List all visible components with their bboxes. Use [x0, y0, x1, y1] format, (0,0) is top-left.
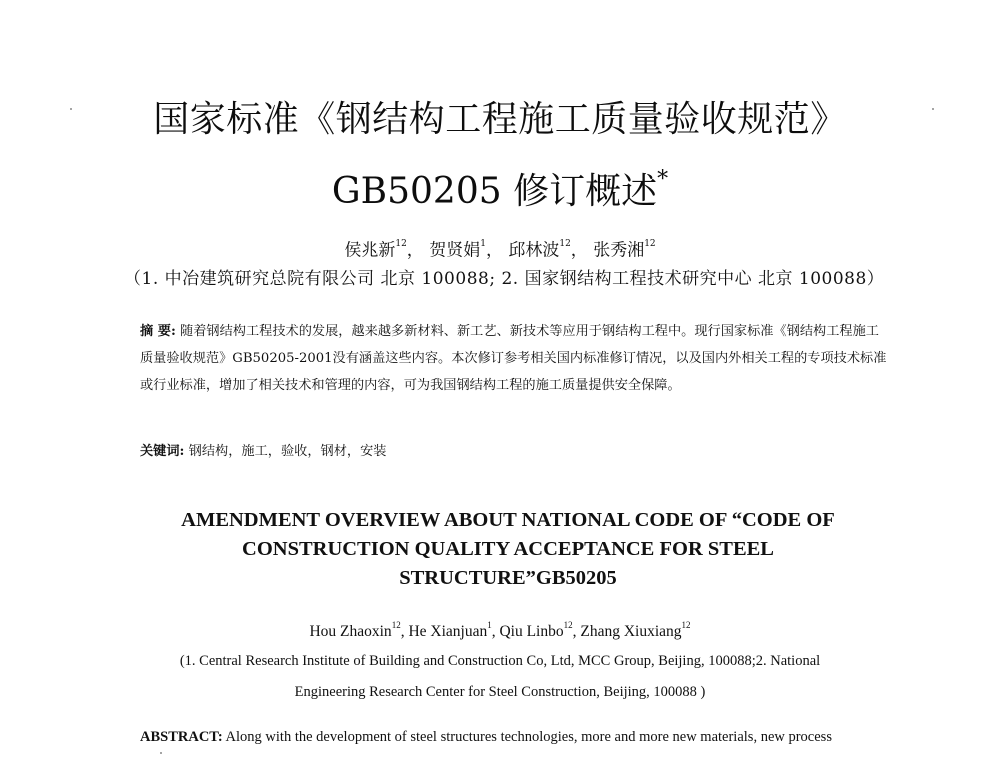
author-cn: 侯兆新 — [344, 240, 396, 261]
authors-en: Hou Zhaoxin$^{12}$, He Xianjuan$^1$, Qiu Linbo$^{12}$, Zhang Xiuxiang$^{12}$ — [309, 620, 691, 641]
author-en: He Xianjuan — [408, 623, 488, 641]
author-cn-affiliation: 12 — [644, 239, 656, 249]
author-cn-affiliation: 12 — [395, 239, 407, 249]
authors-cn: 侯兆新$^{12}$， 贺贤娟$^1$， 邱林波$^{12}$， 张秀湘$^{12}$ — [344, 239, 656, 261]
abstract-en-text: Along with the development of steel structures technologies, more and more new materials, new process — [225, 729, 832, 745]
author-en-affiliation: 1 — [487, 620, 492, 630]
abstract-cn — [140, 318, 892, 399]
author-cn: 邱林波 — [508, 240, 560, 261]
keywords-cn-label: 关键词: — [140, 444, 185, 459]
author-en-affiliation: 12 — [563, 620, 573, 630]
abstract-en-label: ABSTRACT: — [140, 729, 223, 745]
title-suffix: 修订概述 — [501, 171, 658, 212]
author-en: Qiu Linbo — [499, 623, 564, 641]
affiliation-en-line-1: (1. Central Research Institute of Building and Construction Co, Ltd, MCC Group, Beijing, 100088;2. National — [179, 653, 821, 669]
affiliation-en-line-2: Engineering Research Center for Steel Construction, Beijing, 100088 ) — [294, 684, 706, 700]
keywords-cn-text: 钢结构，施工，验收，钢材，安装 — [188, 444, 387, 459]
affiliation-cn: （1. 中冶建筑研究总院有限公司 北京 100088; 2. 国家钢结构工程技术研究中心 北京 100088） — [124, 269, 885, 289]
author-en-affiliation: 12 — [391, 620, 401, 630]
scan-speck — [160, 752, 162, 754]
keywords-cn — [140, 441, 386, 463]
author-cn-affiliation: 1 — [480, 239, 486, 249]
abstract-cn-label: 摘 要: — [140, 324, 176, 339]
paper-title-en: AMENDMENT OVERVIEW ABOUT NATIONAL CODE OF “CODE OF CONSTRUCTION QUALITY ACCEPTANCE FOR STEEL STRUCTURE”GB50205 — [181, 509, 835, 589]
author-cn: 贺贤娟 — [429, 240, 481, 261]
author-en-affiliation: 12 — [681, 620, 691, 630]
title-footnote-mark: * — [657, 167, 669, 192]
author-en: Zhang Xiuxiang — [580, 623, 682, 641]
paper-title-line-2 — [0, 162, 1000, 214]
author-cn-affiliation: 12 — [559, 239, 571, 249]
author-en: Hou Zhaoxin — [309, 623, 392, 641]
scan-speck — [932, 108, 934, 110]
scan-speck — [70, 108, 72, 110]
author-cn: 张秀湘 — [593, 240, 645, 261]
abstract-en — [140, 727, 832, 747]
abstract-cn-text: 随着钢结构工程技术的发展，越来越多新材料、新工艺、新技术等应用于钢结构工程中。现行国家标准《钢结构工程施工质量验收规范》GB50205-2001没有涵盖这些内容。本次修订参考相关国内标准修订情况，以及国内外相关工程的专项技术标准或行业标准，增加了相关技术和管理的内容，可为我国钢结构工程的施工质量提供安全保障。 — [140, 324, 887, 393]
paper-title-line-1: 国家标准《钢结构工程施工质量验收规范》 — [153, 99, 847, 140]
standard-code: GB50205 — [331, 171, 502, 212]
